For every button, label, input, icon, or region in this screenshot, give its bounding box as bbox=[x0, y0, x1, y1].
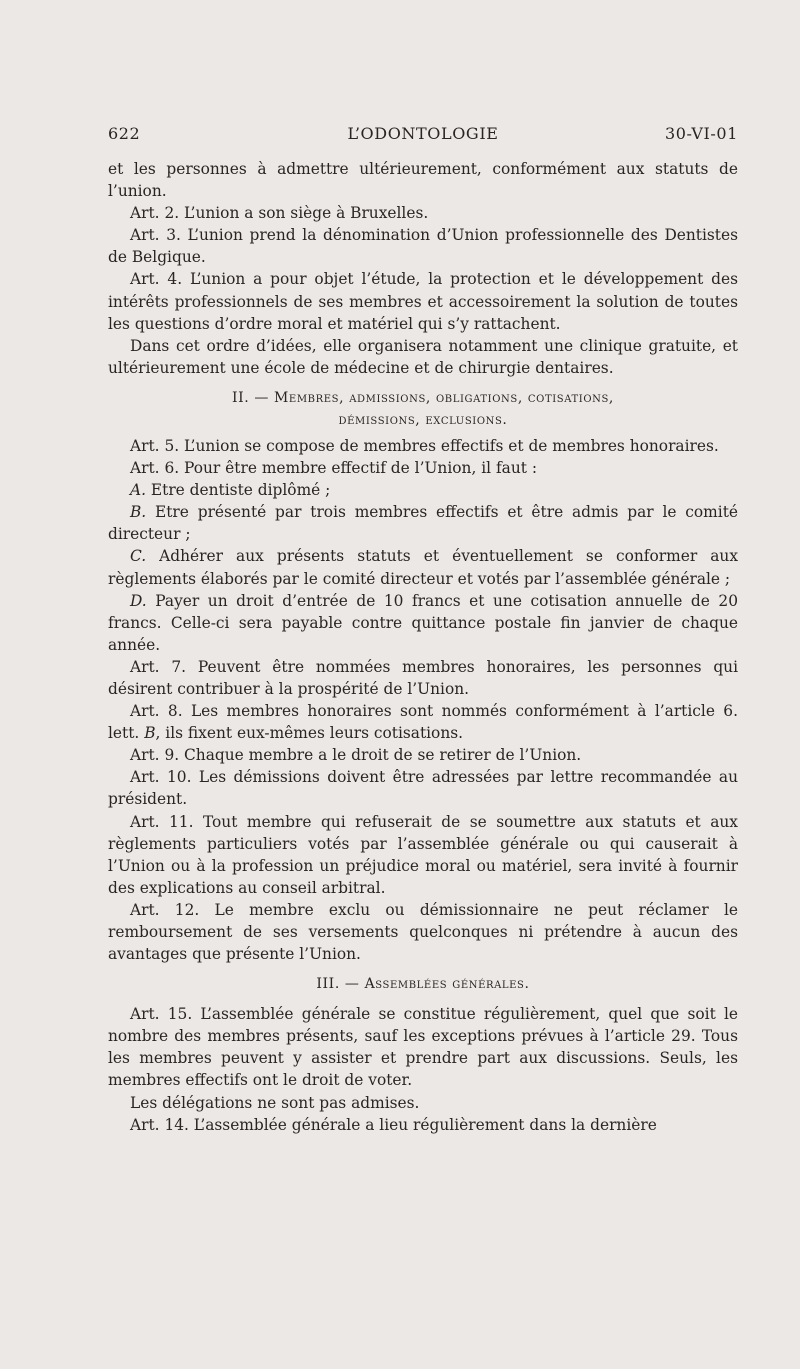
article-4: Art. 4. L’union a pour objet l’étude, la protection et le développement des intérêts professionnels de ses membres et accessoirement la solution de toutes les questions d’ordre moral et matériel qui s’y rattachent. bbox=[108, 270, 738, 333]
condition-text: Payer un droit d’entrée de 10 francs et une cotisation annuelle de 20 francs. Celle-ci sera payable contre quittance postale fin janvier de chaque année. bbox=[108, 591, 738, 654]
section-heading-line: II. — Membres, admissions, obligations, cotisations, bbox=[231, 389, 614, 406]
article-15: Art. 15. L’assemblée générale se constitue régulièrement, quel que soit le nombre des membres présents, sauf les exceptions prévues à l’article 29. Tous les membres peuvent y assister et prendre part aux discussions. Seuls, les membres effectifs ont le droit de voter. bbox=[108, 1005, 738, 1090]
article-2: Art. 2. L’union a son siège à Bruxelles. bbox=[130, 204, 429, 223]
journal-title: L’ODONTOLOGIE bbox=[347, 124, 499, 143]
article-letter: B bbox=[144, 724, 156, 743]
condition-text: Adhérer aux présents statuts et éventuellement se conformer aux règlements élaborés par le comité directeur et votés par l’assemblée générale ; bbox=[108, 547, 738, 588]
condition-a bbox=[108, 479, 738, 501]
paragraph: Dans cet ordre d’idées, elle organisera notamment une clinique gratuite, et ultérieurement une école de médecine et de chirurgie dentaires. bbox=[108, 336, 738, 377]
article-7: Art. 7. Peuvent être nommées membres honoraires, les personnes qui désirent contribuer à la prospérité de l’Union. bbox=[108, 657, 738, 698]
article-10: Art. 10. Les démissions doivent être adressées par lettre recommandée au président. bbox=[108, 768, 738, 809]
paragraph: et les personnes à admettre ultérieurement, conformément aux statuts de l’union. bbox=[108, 160, 738, 201]
issue-date: 30-VI-01 bbox=[664, 124, 738, 143]
condition-label: C. bbox=[130, 547, 147, 566]
condition-label: A. bbox=[130, 481, 147, 500]
article-11: Art. 11. Tout membre qui refuserait de se soumettre aux statuts et aux règlements particuliers votés par l’assemblée générale ou qui causerait à l’Union ou à la profession un préjudice moral ou matériel, sera invité à fournir des explications au conseil arbitral. bbox=[108, 812, 738, 897]
section-heading-line: démissions, exclusions. bbox=[338, 411, 508, 428]
article-5: Art. 5. L’union se compose de membres effectifs et de membres honoraires. bbox=[130, 436, 719, 455]
condition-d bbox=[108, 590, 738, 656]
page-body bbox=[108, 158, 738, 1136]
article-9: Art. 9. Chaque membre a le droit de se retirer de l’Union. bbox=[130, 746, 582, 765]
section-heading-2 bbox=[108, 387, 738, 431]
article-6: Art. 6. Pour être membre effectif de l’Union, il faut : bbox=[130, 459, 538, 478]
article-3: Art. 3. L’union prend la dénomination d’Union professionnelle des Dentistes de Belgique. bbox=[108, 226, 738, 267]
article-12: Art. 12. Le membre exclu ou démissionnaire ne peut réclamer le remboursement de ses versements quelconques ni prétendre à aucun des avantages que présente l’Union. bbox=[108, 900, 738, 964]
condition-text: Etre dentiste diplômé ; bbox=[146, 481, 331, 500]
condition-label: D. bbox=[130, 591, 147, 610]
article-text: Art. 8. Les membres honoraires sont nommés conformément à l’article 6. lett. bbox=[108, 702, 738, 743]
paragraph: Les délégations ne sont pas admises. bbox=[130, 1093, 420, 1112]
page-number: 622 bbox=[108, 124, 141, 143]
condition-b bbox=[108, 501, 738, 545]
article-text: , ils fixent eux-mêmes leurs cotisations. bbox=[155, 724, 464, 743]
condition-c bbox=[108, 545, 738, 589]
condition-text: Etre présenté par trois membres effectifs et être admis par le comité directeur ; bbox=[108, 503, 738, 544]
condition-label: B. bbox=[130, 503, 147, 522]
article-8 bbox=[108, 700, 738, 744]
article-14: Art. 14. L’assemblée générale a lieu régulièrement dans la dernière bbox=[130, 1115, 657, 1134]
section-heading-3: III. — Assemblées générales. bbox=[316, 976, 530, 993]
